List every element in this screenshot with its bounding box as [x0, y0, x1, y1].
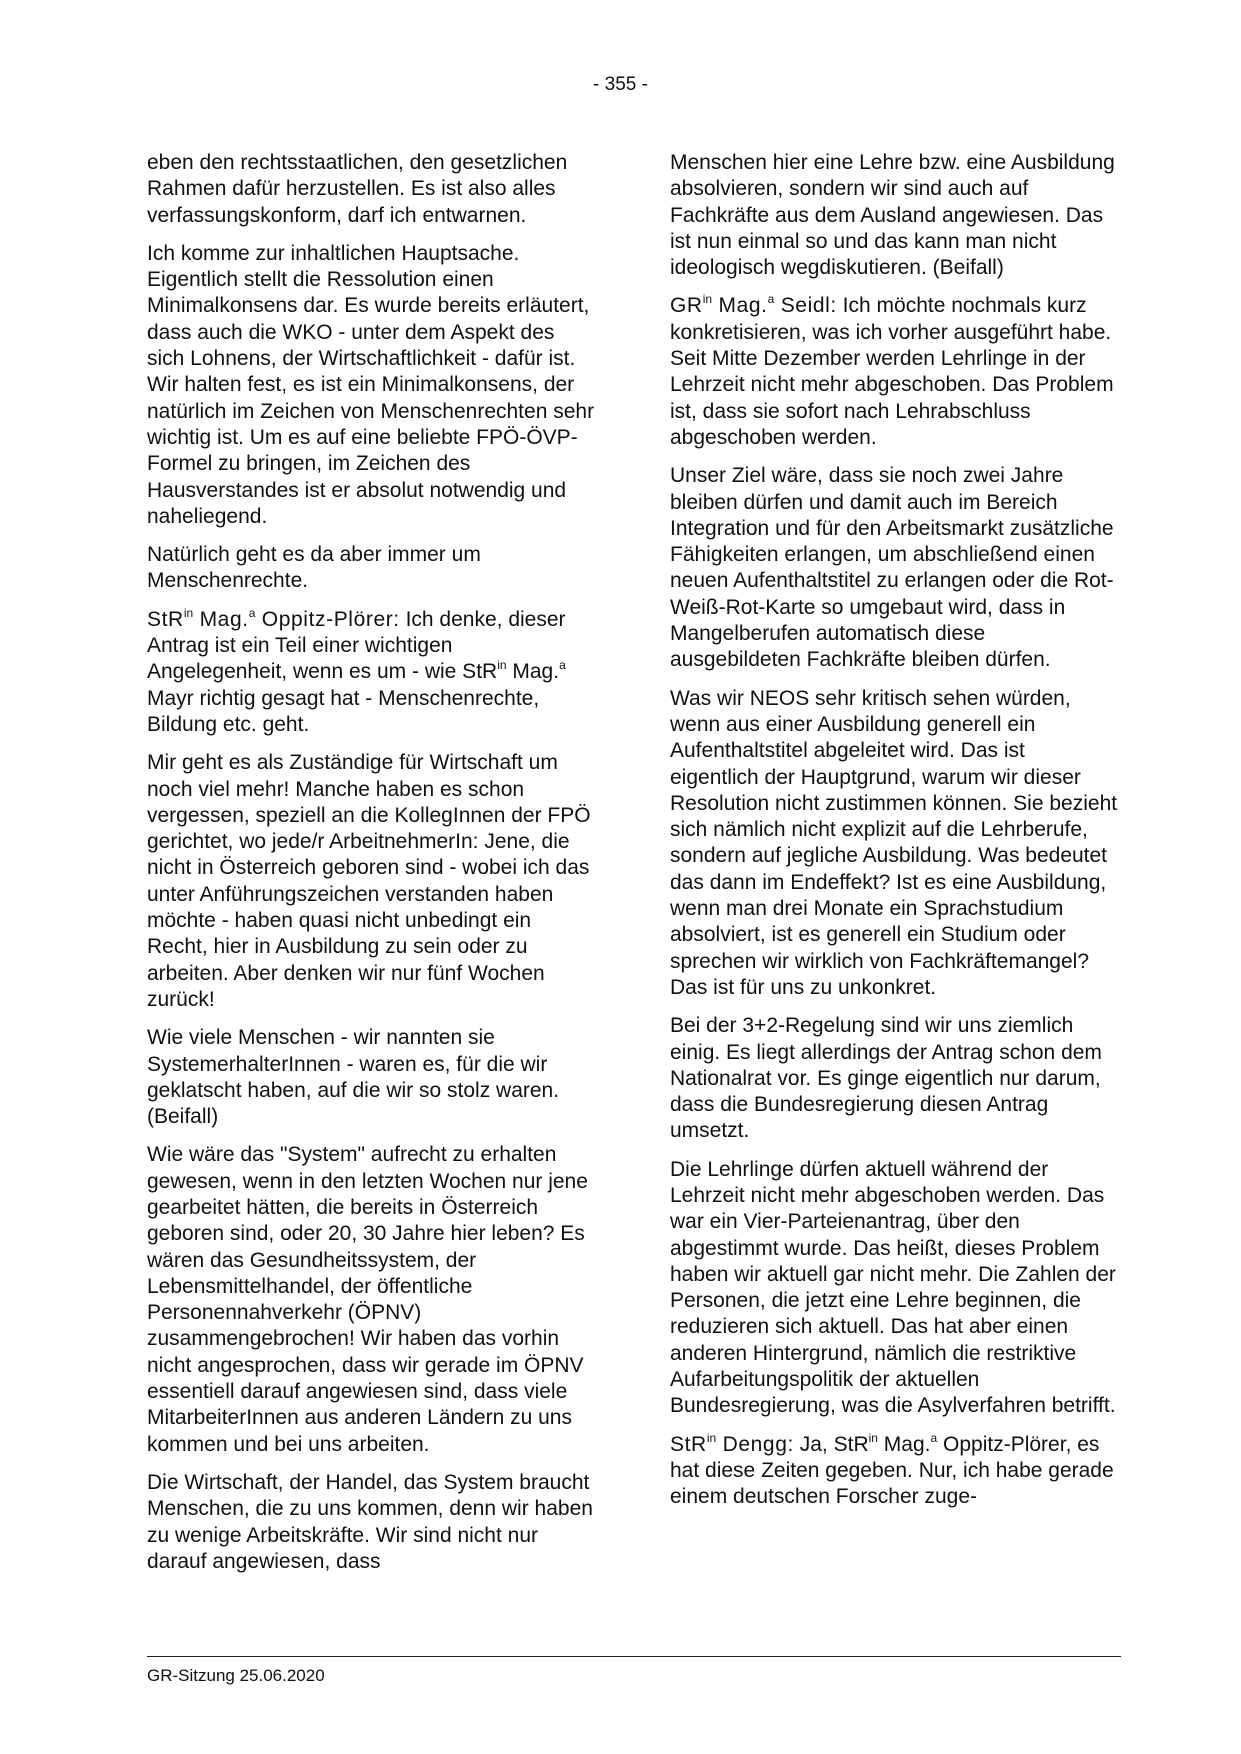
- paragraph: eben den rechtsstaatlichen, den gesetzlichen Rahmen dafür herzustellen. Es ist also alles verfassungskonform, darf ich entwarnen.: [147, 151, 568, 227]
- speaker-label: StR$^{in}$ Mag.$^a$ Oppitz-Plörer:: [147, 605, 400, 631]
- speaker-paragraph: $GR^{in}$ Mag.$^a$ Seidl: Ich möchte nochmals kurz konkretisieren, was ich vorher ausgeführt habe. Seit Mitte Dezember werden Lehrlinge in der Lehrzeit nicht mehr abgeschoben. Das Problem ist, dass sie sofort nach Lehrabschluss abgeschoben werden.: [670, 292, 1114, 449]
- paragraph: Was wir NEOS sehr kritisch sehen würden, wenn aus einer Ausbildung generell ein Aufenthaltstitel abgeleitet wird. Das ist eigentlich der Hauptgrund, warum wir dieser Resolution nicht zustimmen können. Sie bezieht sich nämlich nicht explizit auf die Lehrberufe, sondern auf jegliche Ausbildung. Was bedeutet das dann im Endeffekt? Ist es eine Ausbildung, wenn man drei Monate ein Sprachstudium absolviert, ist es generell ein Studium oder sprechen wir wirklich von Fachkräftemangel? Das ist für uns zu unkonkret.: [670, 686, 1118, 999]
- paragraph: Ich komme zur inhaltlichen Hauptsache. Eigentlich stellt die Ressolution einen Minimalkonsens dar. Es wurde bereits erläutert, dass auch die WKO - unter dem Aspekt des sich Lohnens, der Wirtschaftlichkeit - dafür ist. Wir halten fest, es ist ein Minimalkonsens, der natürlich im Zeichen von Menschenrechten sehr wichtig ist. Um es auf eine beliebte FPÖ-ÖVP-Formel zu bringen, im Zeichen des Hausverstandes ist er absolut notwendig und naheliegend.: [147, 241, 595, 528]
- speaker-label: StR$^{in}$ Dengg:: [670, 1430, 794, 1456]
- speaker-label: $GR^{in}$ Mag.$^a$ Seidl:: [670, 292, 837, 318]
- paragraph: Natürlich geht es da aber immer um Menschenrechte.: [147, 543, 481, 593]
- paragraph: Die Wirtschaft, der Handel, das System braucht Menschen, die zu uns kommen, denn wir haben zu wenige Arbeitskräfte. Wir sind nicht nur darauf angewiesen, dass: [147, 1470, 593, 1573]
- left-column: [147, 150, 595, 1587]
- paragraph: Bei der 3+2-Regelung sind wir uns ziemlich einig. Es liegt allerdings der Antrag schon dem Nationalrat vor. Es ginge eigentlich nur darum, dass die Bundesregierung diesen Antrag umsetzt.: [670, 1014, 1102, 1143]
- page-number: - 355 -: [593, 74, 648, 95]
- paragraph: Die Lehrlinge dürfen aktuell während der Lehrzeit nicht mehr abgeschoben werden. Das war ein Vier-Parteienantrag, über den abgestimmt wurde. Das heißt, dieses Problem haben wir aktuell gar nicht mehr. Die Zahlen der Personen, die jetzt eine Lehre beginnen, die reduzieren sich aktuell. Das hat aber einen anderen Hintergrund, nämlich die restriktive Aufarbeitungspolitik der aktuellen Bundesregierung, was die Asylverfahren betrifft.: [670, 1157, 1116, 1418]
- paragraph: Wie viele Menschen - wir nannten sie SystemerhalterInnen - waren es, für die wir geklatscht haben, auf die wir so stolz waren. (Beifall): [147, 1026, 560, 1129]
- paragraph: Wie wäre das "System" aufrecht zu erhalten gewesen, wenn in den letzten Wochen nur jene gearbeitet hätten, die bereits in Österreich geboren sind, oder 20, 30 Jahre hier leben? Es wären das Gesundheitssystem, der Lebensmittelhandel, der öffentliche Personennahverkehr (ÖPNV) zusammengebrochen! Wir haben das vorhin nicht angesprochen, dass wir gerade im ÖPNV essentiell darauf angewiesen sind, dass viele MitarbeiterInnen aus anderen Ländern zu uns kommen und bei uns arbeiten.: [147, 1143, 588, 1456]
- right-column: [670, 150, 1118, 1523]
- footer-session-date: GR-Sitzung 25.06.2020: [147, 1666, 325, 1685]
- footer-divider: [147, 1656, 1121, 1657]
- speaker-paragraph: StR$^{in}$ Dengg: Ja, StR$^{in}$ Mag.$^a$ Oppitz-Plörer, es hat diese Zeiten gegeben. Nur, ich habe gerade einem deutschen Forscher zuge-: [670, 1430, 1114, 1509]
- paragraph: Unser Ziel wäre, dass sie noch zwei Jahre bleiben dürfen und damit auch im Bereich Integration und für den Arbeitsmarkt zusätzliche Fähigkeiten erlangen, um abschließend einen neuen Aufenthaltstitel zu erlangen oder die Rot-Weiß-Rot-Karte so umgebaut wird, dass in Mangelberufen automatisch diese ausgebildeten Fachkräfte bleiben dürfen.: [670, 464, 1114, 672]
- speaker-paragraph: StR$^{in}$ Mag.$^a$ Oppitz-Plörer: Ich denke, dieser Antrag ist ein Teil einer wichtigen Angelegenheit, wenn es um - wie StR$^{in}$ Mag.$^a$ Mayr richtig gesagt hat - Menschenrechte, Bildung etc. geht.: [147, 605, 566, 736]
- paragraph: Menschen hier eine Lehre bzw. eine Ausbildung absolvieren, sondern wir sind auch auf Fachkräfte aus dem Ausland angewiesen. Das ist nun einmal so und das kann man nicht ideologisch wegdiskutieren. (Beifall): [670, 151, 1115, 280]
- paragraph: Mir geht es als Zuständige für Wirtschaft um noch viel mehr! Manche haben es schon vergessen, speziell an die KollegInnen der FPÖ gerichtet, wo jede/r ArbeitnehmerIn: Jene, die nicht in Österreich geboren sind - wobei ich das unter Anführungszeichen verstanden haben möchte - haben quasi nicht unbedingt ein Recht, hier in Ausbildung zu sein oder zu arbeiten. Aber denken wir nur fünf Wochen zurück!: [147, 751, 591, 1011]
